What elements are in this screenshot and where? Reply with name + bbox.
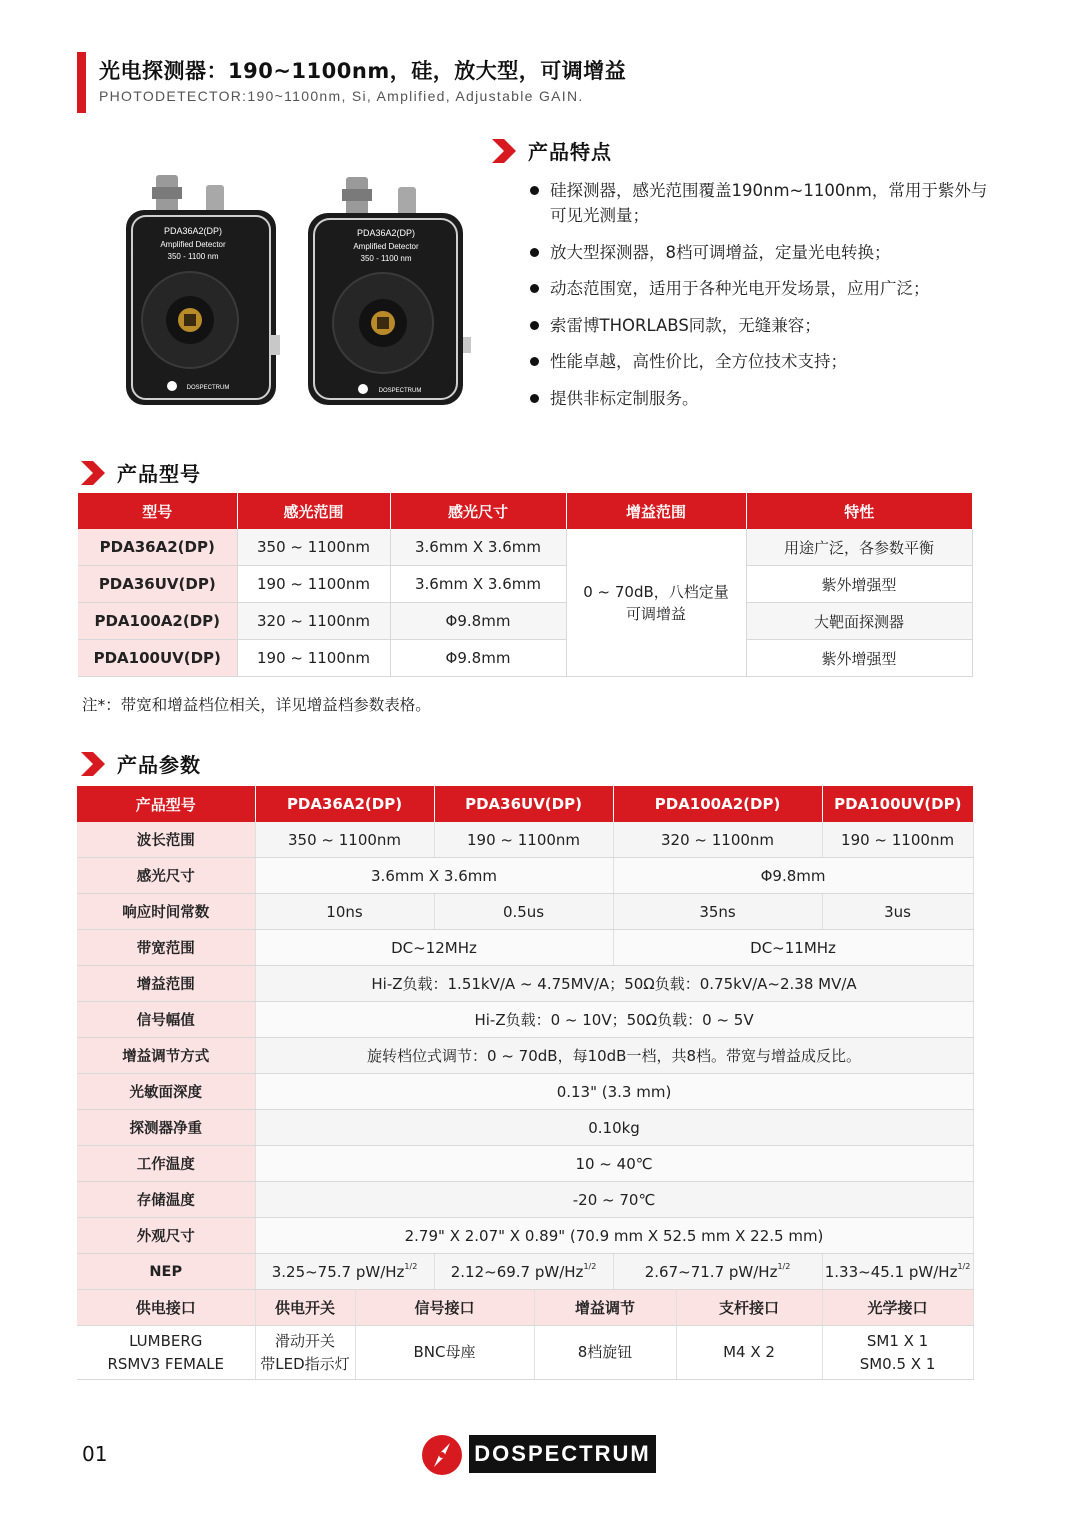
table-header: PDA36A2(DP) (255, 786, 434, 822)
table-row: 存储温度 -20 ~ 70℃ (77, 1182, 973, 1218)
table-row: 增益调节方式 旋转档位式调节：0 ~ 70dB，每10dB一档，共8档。带宽与增益成反比。 (77, 1038, 973, 1074)
models-heading: 产品型号 (79, 458, 201, 487)
table-header: 增益范围 (566, 493, 746, 529)
model-size: Φ9.8mm (390, 603, 566, 640)
features-heading: 产品特点 (490, 136, 612, 165)
table-row: NEP 3.25~75.7 $pW/Hz^{1/2}$ 2.12~69.7 $pW/Hz^{1/2}$ 2.67~71.7 $pW/Hz^{1/2}$ 1.33~45.1 $pW/Hz^{1/2}$ (77, 1254, 973, 1290)
table-header: PDA100A2(DP) (613, 786, 822, 822)
table-header: PDA36UV(DP) (434, 786, 613, 822)
model-gain-range: 0 ~ 70dB，八档定量 可调增益 (566, 529, 746, 677)
param-label: 存储温度 (77, 1182, 255, 1218)
model-name: PDA36A2(DP) (78, 529, 237, 566)
params-table (77, 786, 974, 1380)
feature-item: 动态范围宽，适用于各种光电开发场景，应用广泛； (530, 276, 1000, 301)
param-label: NEP (77, 1254, 255, 1290)
features-list (530, 178, 1000, 422)
model-feature: 紫外增强型 (746, 566, 972, 603)
table-row: 外观尺寸 2.79" X 2.07" X 0.89" (70.9 mm X 52.5 mm X 22.5 mm) (77, 1218, 973, 1254)
page-number: 01 (82, 1442, 108, 1466)
model-size: 3.6mm X 3.6mm (390, 529, 566, 566)
param-label: 外观尺寸 (77, 1218, 255, 1254)
param-label: 波长范围 (77, 822, 255, 858)
table-header: 型号 (78, 493, 237, 529)
param-label: 感光尺寸 (77, 858, 255, 894)
feature-item: 提供非标定制服务。 (530, 386, 1000, 411)
brand-name: DOSPECTRUM (469, 1435, 656, 1473)
table-row: 光敏面深度 0.13" (3.3 mm) (77, 1074, 973, 1110)
interfaces-header-row (77, 1290, 973, 1326)
model-feature: 大靶面探测器 (746, 603, 972, 640)
param-label: 增益调节方式 (77, 1038, 255, 1074)
detector-right (308, 177, 471, 405)
compass-logo-icon (420, 1433, 464, 1477)
model-range: 190 ~ 1100nm (237, 640, 390, 677)
param-label: 带宽范围 (77, 930, 255, 966)
model-range: 320 ~ 1100nm (237, 603, 390, 640)
table-header: PDA100UV(DP) (822, 786, 973, 822)
page-subtitle: PHOTODETECTOR:190~1100nm, Si, Amplified, Adjustable GAIN. (99, 88, 584, 104)
table-row (78, 640, 972, 677)
page-title: 光电探测器：190~1100nm，硅，放大型，可调增益 (99, 59, 627, 83)
table-row (78, 603, 972, 640)
table-header: 增益调节 (534, 1290, 676, 1326)
interfaces-row: LUMBERG RSMV3 FEMALE 滑动开关 带LED指示灯 BNC母座 8档旋钮 M4 X 2 SM1 X 1 SM0.5 X 1 (77, 1326, 973, 1380)
model-name: PDA100UV(DP) (78, 640, 237, 677)
table-header: 感光范围 (237, 493, 390, 529)
header-accent-bar (77, 52, 86, 113)
param-label: 工作温度 (77, 1146, 255, 1182)
model-range: 190 ~ 1100nm (237, 566, 390, 603)
brand-logo (420, 1433, 658, 1477)
table-header: 供电开关 (255, 1290, 355, 1326)
feature-item: 放大型探测器，8档可调增益，定量光电转换； (530, 240, 1000, 265)
model-feature: 紫外增强型 (746, 640, 972, 677)
model-feature: 用途广泛，各参数平衡 (746, 529, 972, 566)
table-row: 增益范围 Hi-Z负载：1.51kV/A ~ 4.75MV/A；50Ω负载：0.75kV/A~2.38 MV/A (77, 966, 973, 1002)
table-row: 带宽范围 DC~12MHz DC~11MHz (77, 930, 973, 966)
table-header: 光学接口 (822, 1290, 973, 1326)
table-header: 供电接口 (77, 1290, 255, 1326)
table-row: 感光尺寸 3.6mm X 3.6mm Φ9.8mm (77, 858, 973, 894)
table-header: 信号接口 (355, 1290, 534, 1326)
param-label: 光敏面深度 (77, 1074, 255, 1110)
photo-left-model: PDA36A2(DP) (163, 226, 223, 236)
table-header: 支杆接口 (676, 1290, 822, 1326)
table-row: 波长范围 350 ~ 1100nm 190 ~ 1100nm 320 ~ 1100nm 190 ~ 1100nm (77, 822, 973, 858)
feature-item: 硅探测器，感光范围覆盖190nm~1100nm，常用于紫外与可见光测量； (530, 178, 1000, 228)
table-row: 信号幅值 Hi-Z负载：0 ~ 10V；50Ω负载：0 ~ 5V (77, 1002, 973, 1038)
chevron-right-icon (79, 752, 107, 776)
svg-text:DOSPECTRUM: DOSPECTRUM (186, 385, 230, 391)
model-size: Φ9.8mm (390, 640, 566, 677)
svg-text:350 - 1100 nm: 350 - 1100 nm (167, 252, 219, 261)
svg-text:DOSPECTRUM: DOSPECTRUM (378, 388, 422, 394)
product-photo (118, 165, 498, 415)
model-name: PDA36UV(DP) (78, 566, 237, 603)
feature-item: 索雷博THORLABS同款，无缝兼容； (530, 313, 1000, 338)
detector-left (126, 175, 280, 405)
table-row (78, 566, 972, 603)
models-note: 注*：带宽和增益档位相关，详见增益档参数表格。 (82, 696, 431, 714)
param-label: 探测器净重 (77, 1110, 255, 1146)
table-header: 特性 (746, 493, 972, 529)
params-header-row (77, 786, 973, 822)
params-heading: 产品参数 (79, 749, 201, 778)
table-header: 产品型号 (77, 786, 255, 822)
table-row: 响应时间常数 10ns 0.5us 35ns 3us (77, 894, 973, 930)
models-table (78, 493, 973, 677)
chevron-right-icon (490, 139, 518, 163)
svg-text:350 - 1100 nm: 350 - 1100 nm (360, 254, 412, 263)
svg-text:Amplified Detector: Amplified Detector (353, 242, 419, 251)
chevron-right-icon (79, 461, 107, 485)
model-size: 3.6mm X 3.6mm (390, 566, 566, 603)
table-row: 工作温度 10 ~ 40℃ (77, 1146, 973, 1182)
table-row (78, 529, 972, 566)
svg-text:Amplified Detector: Amplified Detector (160, 240, 226, 249)
param-label: 信号幅值 (77, 1002, 255, 1038)
table-row: 探测器净重 0.10kg (77, 1110, 973, 1146)
model-range: 350 ~ 1100nm (237, 529, 390, 566)
param-label: 响应时间常数 (77, 894, 255, 930)
feature-item: 性能卓越，高性价比，全方位技术支持； (530, 349, 1000, 374)
table-header: 感光尺寸 (390, 493, 566, 529)
model-name: PDA100A2(DP) (78, 603, 237, 640)
param-label: 增益范围 (77, 966, 255, 1002)
photo-right-model: PDA36A2(DP) (356, 228, 416, 238)
